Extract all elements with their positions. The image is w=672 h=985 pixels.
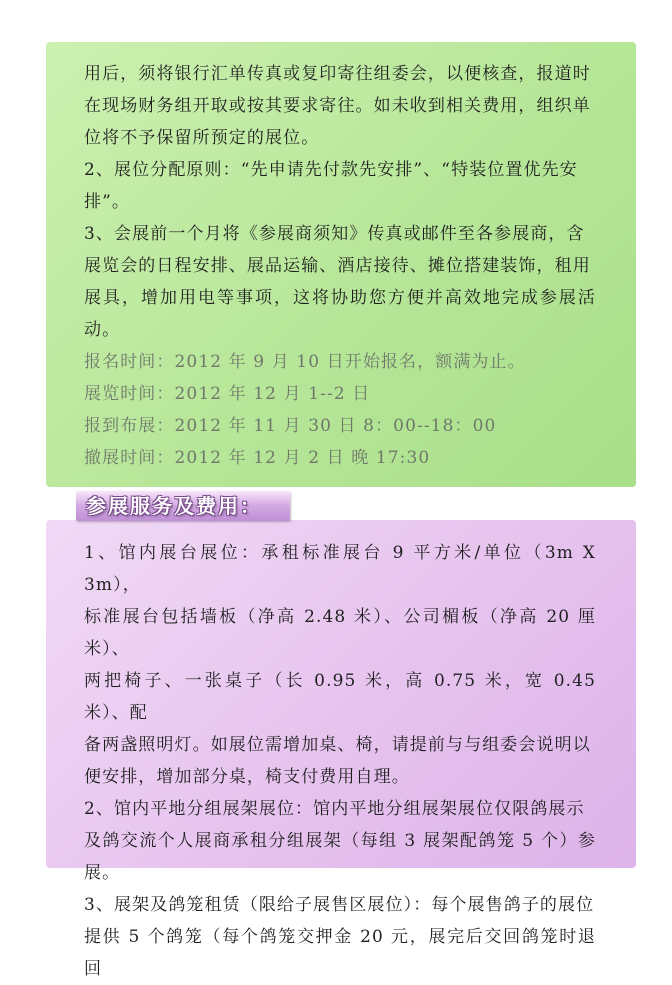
indoor-booth-line: 便安排，增加部分桌，椅支付费用自理。: [84, 767, 410, 787]
payment-note-line: 在现场财务组开取或按其要求寄往。如未收到相关费用，组织单: [84, 96, 591, 116]
indoor-booth-line: 备两盏照明灯。如展位需增加桌、椅，请提前与与组委会说明以: [84, 735, 591, 755]
rack-booth-line: 及鸽交流个人展商承租分组展架（每组 3 展架配鸽笼 5 个）参展。: [84, 831, 596, 883]
exhibitor-notice-line: 展具，增加用电等事项，这将协助您方便并高效地完成参展活动。: [84, 288, 596, 340]
services-text: [84, 537, 596, 985]
setup-time: 报到布展：2012 年 11 月 30 日 8：00--18：00: [84, 416, 497, 436]
exhibition-time: 展览时间：2012 年 12 月 1--2 日: [84, 384, 371, 404]
cage-rental-line: 提供 5 个鸽笼（每个鸽笼交押金 20 元，展完后交回鸽笼时退回: [84, 927, 596, 979]
exhibitor-notice-line: 3、会展前一个月将《参展商须知》传真或邮件至各参展商，含: [84, 224, 585, 244]
indoor-booth-line: 1、馆内展台展位：承租标准展台 9 平方米/单位（3m X 3m），: [84, 543, 596, 595]
registration-time: 报名时间：2012 年 9 月 10 日开始报名，额满为止。: [84, 352, 526, 372]
cage-rental-line: 3、展架及鸽笼租赁（限给子展售区展位）：每个展售鸽子的展位: [84, 895, 595, 915]
teardown-time: 撤展时间：2012 年 12 月 2 日 晚 17:30: [84, 448, 431, 468]
services-heading: 参展服务及费用：: [76, 491, 290, 521]
payment-note-line: 位将不予保留所预定的展位。: [84, 128, 320, 148]
allocation-principle-line: 排”。: [84, 192, 130, 212]
registration-text: [84, 58, 596, 474]
exhibitor-notice-line: 展览会的日程安排、展品运输、酒店接待、摊位搭建装饰，租用: [84, 256, 591, 276]
payment-note-line: 用后，须将银行汇单传真或复印寄往组委会，以便核查，报道时: [84, 64, 591, 84]
allocation-principle-line: 2、展位分配原则：“先申请先付款先安排”、“特装位置优先安: [84, 160, 578, 180]
indoor-booth-line: 标准展台包括墙板（净高 2.48 米）、公司楣板（净高 20 厘米）、: [84, 607, 596, 659]
indoor-booth-line: 两把椅子、一张桌子（长 0.95 米，高 0.75 米，宽 0.45 米）、配: [84, 671, 596, 723]
rack-booth-line: 2、馆内平地分组展架展位：馆内平地分组展架展位仅限鸽展示: [84, 799, 585, 819]
